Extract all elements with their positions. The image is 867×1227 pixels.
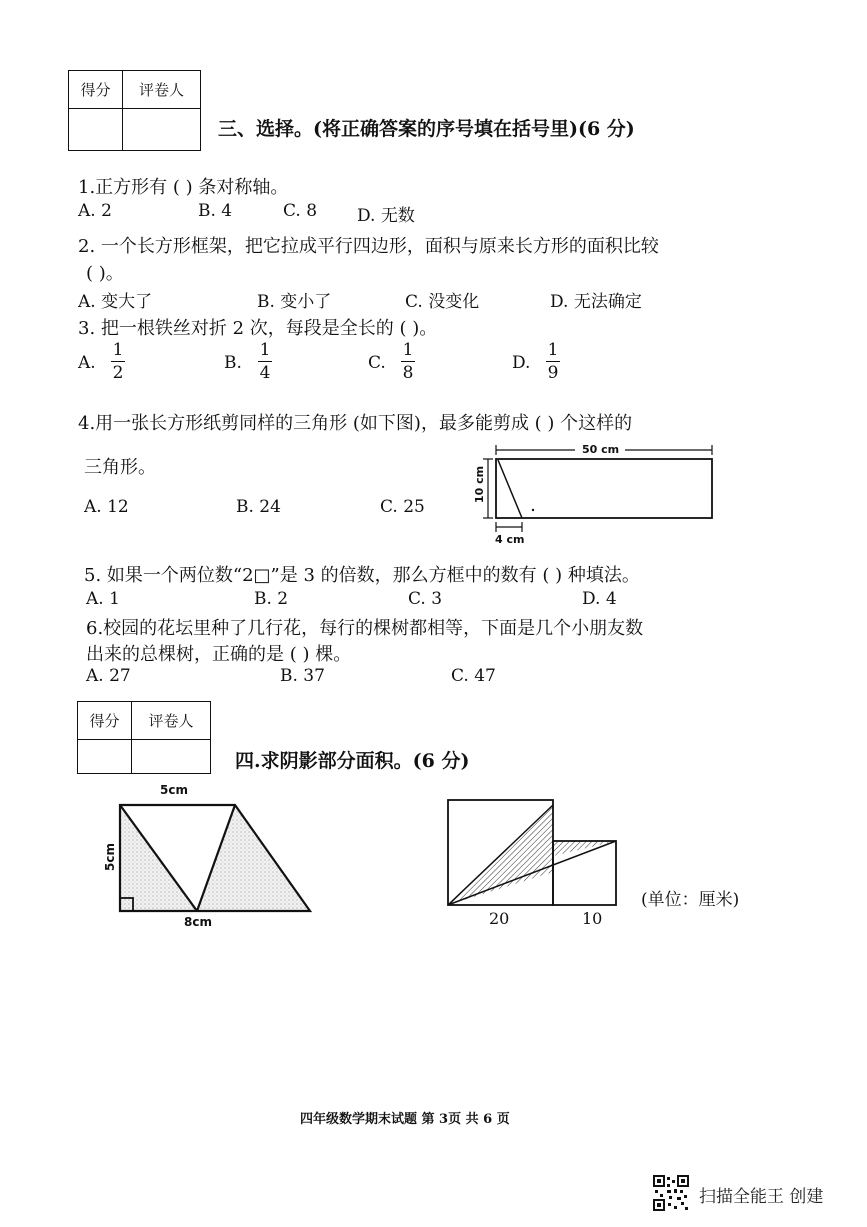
base-label: 4 cm — [495, 533, 525, 546]
q2-option-a: A. 变大了 — [78, 292, 153, 312]
fraction-denominator: 9 — [547, 363, 559, 383]
fraction-bar — [401, 361, 415, 362]
grader-cell[interactable] — [123, 109, 201, 151]
page-footer: 四年级数学期末试题 第 3页 共 6 页 — [300, 1112, 510, 1127]
q4-option-a: A. 12 — [84, 497, 129, 517]
watermark-text: 扫描全能王 创建 — [699, 1187, 824, 1207]
fraction-bar — [546, 361, 560, 362]
q5-option-d: D. 4 — [582, 589, 617, 609]
score-label: 得分 — [78, 702, 132, 740]
section3-title: 三、选择。(将正确答案的序号填在括号里)(6 分) — [218, 118, 635, 140]
q1-option-c: C. 8 — [283, 201, 318, 221]
q5-option-b: B. 2 — [254, 589, 289, 609]
q4-option-c: C. 25 — [380, 497, 425, 517]
trapezoid-figure — [100, 795, 320, 920]
question-5: 5. 如果一个两位数“2□”是 3 的倍数，那么方框中的数有 ( ) 种填法。 — [84, 565, 640, 586]
fraction-numerator: 1 — [402, 340, 414, 360]
score-table-section4 — [77, 701, 211, 774]
q3-option-a-fraction — [110, 340, 126, 383]
triangle-hypotenuse — [498, 460, 522, 518]
q3-option-c-fraction — [400, 340, 416, 383]
shaded-triangle-right — [197, 805, 310, 911]
width-label: 50 cm — [582, 443, 620, 456]
q1-option-b: B. 4 — [198, 201, 233, 221]
question-1: 1.正方形有 ( ) 条对称轴。 — [78, 177, 289, 198]
q3-option-d-fraction — [545, 340, 561, 383]
q6-option-a: A. 27 — [86, 666, 131, 686]
q2-option-b: B. 变小了 — [257, 292, 332, 312]
fraction-bar — [258, 361, 272, 362]
q2-option-d: D. 无法确定 — [550, 292, 642, 312]
q3-option-b-letter: B. — [224, 353, 242, 373]
score-label: 得分 — [69, 71, 123, 109]
q6-option-c: C. 47 — [451, 666, 496, 686]
question-6: 6.校园的花坛里种了几行花，每行的棵树都相等，下面是几个小朋友数 — [86, 618, 644, 639]
question-4: 4.用一张长方形纸剪同样的三角形 (如下图)，最多能剪成 ( ) 个这样的 — [78, 413, 633, 434]
fraction-denominator: 8 — [402, 363, 414, 383]
fraction-denominator: 4 — [259, 363, 271, 383]
q2-option-c: C. 没变化 — [405, 292, 480, 312]
q1-option-a: A. 2 — [78, 201, 112, 221]
fraction-numerator: 1 — [259, 340, 271, 360]
score-cell[interactable] — [69, 109, 123, 151]
question-2-blank: ( )。 — [86, 263, 124, 284]
qr-code-icon — [653, 1175, 689, 1211]
q6-option-b: B. 37 — [280, 666, 325, 686]
unit-note: (单位：厘米) — [641, 890, 740, 910]
q3-option-c-letter: C. — [368, 353, 386, 373]
fig2-label-10: 10 — [582, 909, 603, 928]
q1-option-d: D. 无数 — [357, 206, 415, 226]
score-table-section3 — [68, 70, 201, 151]
q3-option-d-letter: D. — [512, 353, 531, 373]
height-label: 10 cm — [473, 465, 487, 504]
grader-label: 评卷人 — [123, 71, 201, 109]
two-squares-figure — [440, 795, 625, 910]
question-2: 2. 一个长方形框架，把它拉成平行四边形，面积与原来长方形的面积比较 — [78, 236, 659, 257]
fraction-bar — [111, 361, 125, 362]
question-3: 3. 把一根铁丝对折 2 次，每段是全长的 ( )。 — [78, 318, 438, 339]
grader-label: 评卷人 — [132, 702, 211, 740]
question-6-cont: 出来的总棵树，正确的是 ( ) 棵。 — [86, 644, 352, 665]
q4-option-b: B. 24 — [236, 497, 281, 517]
q5-option-a: A. 1 — [86, 589, 120, 609]
score-cell[interactable] — [78, 740, 132, 774]
fig1-left-label: 5cm — [102, 843, 117, 871]
paper-rectangle — [496, 459, 712, 518]
section4-title: 四.求阴影部分面积。(6 分) — [235, 750, 470, 772]
grader-cell[interactable] — [132, 740, 211, 774]
q5-option-c: C. 3 — [408, 589, 443, 609]
question-4-cont: 三角形。 — [84, 457, 156, 478]
fig1-bottom-label: 8cm — [184, 915, 212, 929]
fraction-numerator: 1 — [112, 340, 124, 360]
q3-option-a-letter: A. — [78, 353, 96, 373]
q3-option-b-fraction — [257, 340, 273, 383]
fraction-numerator: 1 — [547, 340, 559, 360]
fig2-label-20: 20 — [489, 909, 510, 928]
fig1-top-label: 5cm — [160, 783, 188, 797]
fraction-denominator: 2 — [112, 363, 124, 383]
